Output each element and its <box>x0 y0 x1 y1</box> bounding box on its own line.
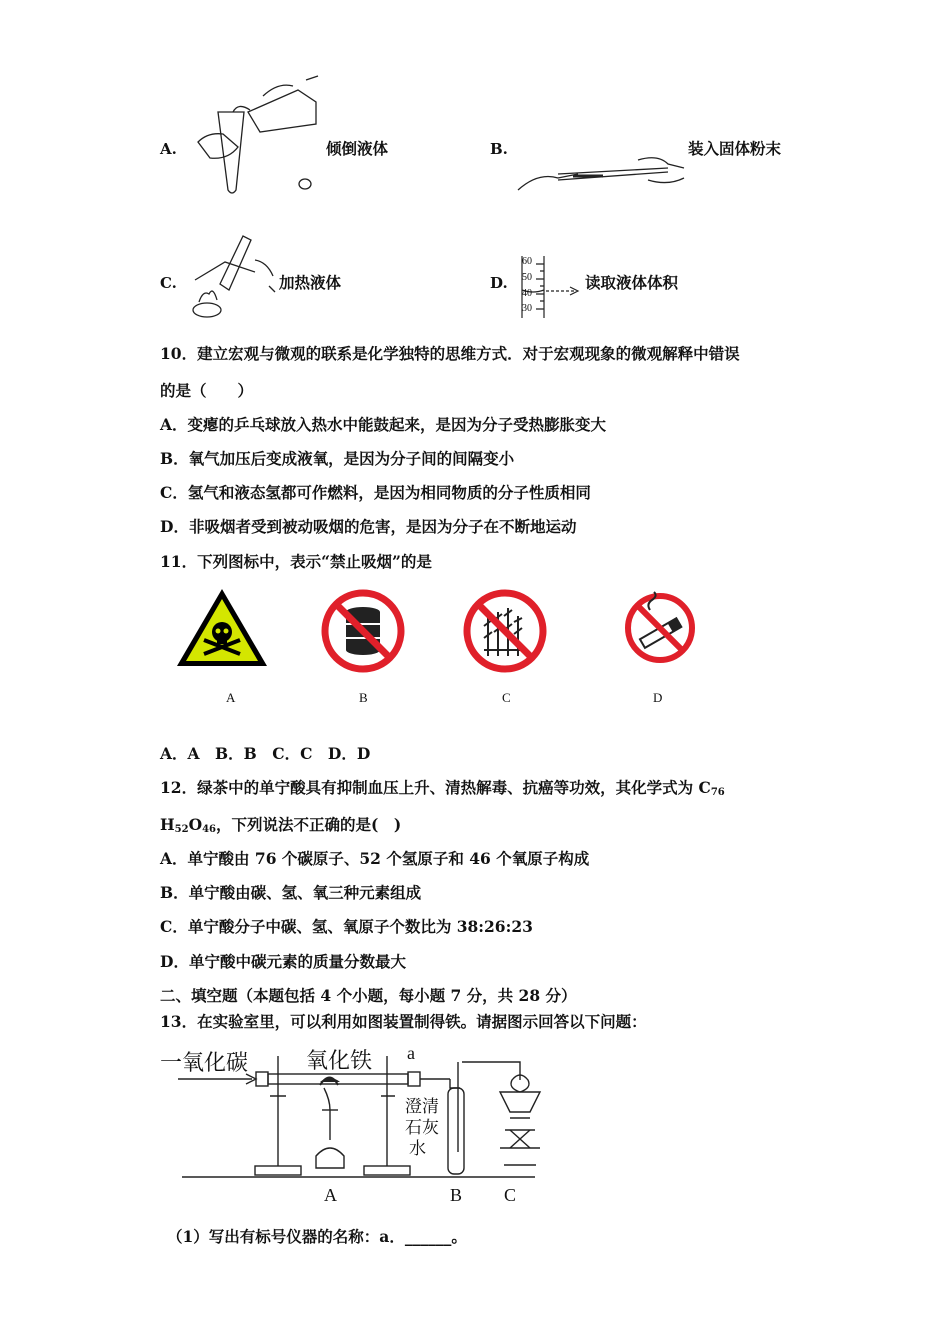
q12-stem-line1 <box>160 778 725 803</box>
icon-label-d: D <box>653 690 663 705</box>
limewater-line3: 水 <box>409 1139 426 1159</box>
q10-option-a: A．变瘪的乒乓球放入热水中能鼓起来，是因为分子受热膨胀变大 <box>160 415 607 434</box>
formula-sub-c: 76 <box>710 787 725 798</box>
q12-stem-text: 12．绿茶中的单宁酸具有抑制血压上升、清热解毒、抗癌等功效，其化学式为 C <box>160 778 711 797</box>
option-label: 加热液体 <box>279 273 342 292</box>
limewater-line2: 石灰 <box>405 1118 439 1138</box>
q10-option-c: C．氢气和液态氢都可作燃料，是因为相同物质的分子性质相同 <box>160 483 591 502</box>
part-label-c: C <box>504 1185 517 1205</box>
q12-option-b: B．单宁酸由碳、氢、氧三种元素组成 <box>160 883 422 902</box>
limewater-line1: 澄清 <box>405 1097 439 1117</box>
icon-label-c: C <box>502 690 511 705</box>
option-letter: C. <box>160 274 177 292</box>
cylinder-tick-60: 60 <box>522 256 532 267</box>
q13-subquestion-1: （1）写出有标号仪器的名称：a．______。 <box>167 1227 467 1246</box>
q12-stem-line2 <box>160 815 401 840</box>
cylinder-tick-50: 50 <box>522 272 532 283</box>
section2-heading: 二、填空题（本题包括 4 个小题，每小题 7 分，共 28 分） <box>160 986 577 1005</box>
q12-stem-tail: ，下列说法不正确的是( ) <box>216 815 402 834</box>
q10-stem-line1: 10．建立宏观与微观的联系是化学独特的思维方式．对于宏观现象的微观解释中错误 <box>160 344 740 363</box>
q10-option-d: D．非吸烟者受到被动吸烟的危害，是因为分子在不断地运动 <box>160 517 577 536</box>
q13-stem: 13．在实验室里，可以利用如图装置制得铁。请据图示回答以下问题： <box>160 1012 647 1031</box>
part-label-b: B <box>450 1185 463 1205</box>
option-label: 倾倒液体 <box>326 139 389 158</box>
formula-h: H <box>160 815 175 834</box>
option-letter: A. <box>160 140 177 158</box>
adding-powder-figure <box>518 150 688 200</box>
fe2o3-label: 氧化铁 <box>306 1049 373 1074</box>
option-letter: D. <box>490 274 508 292</box>
label-a: a <box>407 1043 415 1063</box>
no-smoking-icon <box>620 590 700 670</box>
heating-liquid-figure <box>185 232 280 322</box>
q10-stem-line2: 的是（ ） <box>160 381 254 400</box>
option-label: 读取液体体积 <box>585 273 679 292</box>
cylinder-tick-40: 40 <box>522 288 532 299</box>
option-letter: B. <box>490 140 508 158</box>
option-label: 装入固体粉末 <box>688 139 782 158</box>
co-label: 一氧化碳 <box>160 1051 249 1076</box>
q11-stem: 11．下列图标中，表示“禁止吸烟”的是 <box>160 552 432 571</box>
q12-option-a: A．单宁酸由 76 个碳原子、52 个氢原子和 46 个氧原子构成 <box>160 849 590 868</box>
q12-option-d: D．单宁酸中碳元素的质量分数最大 <box>160 952 406 971</box>
icon-label-a: A <box>226 690 236 705</box>
limewater-label <box>405 1097 439 1160</box>
formula-o: O <box>188 815 203 834</box>
part-label-a: A <box>324 1185 337 1205</box>
q12-option-c: C．单宁酸分子中碳、氢、氧原子个数比为 38:26:23 <box>160 917 533 936</box>
no-flammable-barrel-icon <box>318 586 408 676</box>
formula-sub-h: 52 <box>174 824 189 835</box>
toxic-warning-icon <box>174 586 270 670</box>
no-fireworks-icon <box>460 586 550 676</box>
pouring-liquid-figure <box>188 72 328 192</box>
cylinder-tick-30: 30 <box>522 303 532 314</box>
q11-answer-options: A．A B．B C．C D．D <box>160 744 371 763</box>
icon-label-b: B <box>359 690 368 705</box>
q10-option-b: B．氧气加压后变成液氧，是因为分子间的间隔变小 <box>160 449 515 468</box>
formula-sub-o: 46 <box>202 824 217 835</box>
